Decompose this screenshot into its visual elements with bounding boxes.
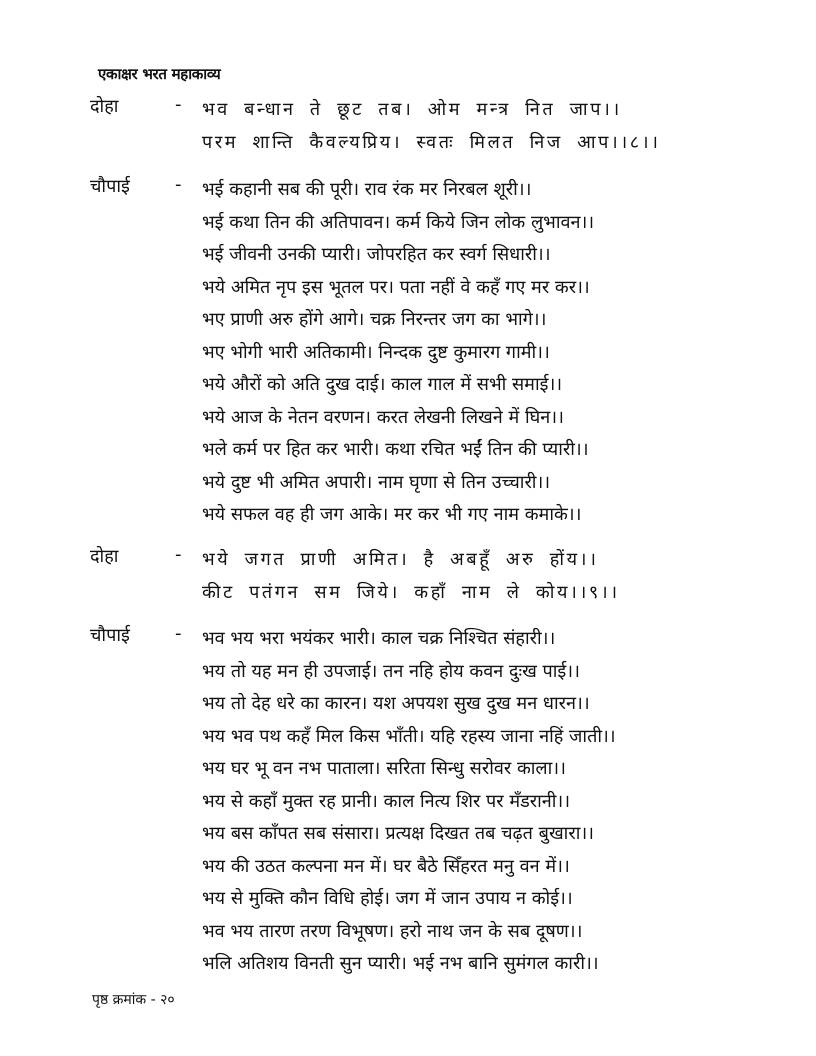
verse-line: भय भव पथ कहँ मिल किस भाँती। यहि रहस्य जाना नहिं जाती।। [202,725,616,747]
page-header-title: एकाक्षर भरत महाकाव्य [98,65,221,83]
verse-line: भय से मुक्ति कौन विधि होई। जग में जान उपाय न कोई।। [202,888,573,909]
verse-lines [202,544,620,609]
verse-line: भई कथा तिन की अतिपावन। कर्म किये जिन लोक लुभावन।। [202,211,595,233]
verse-line: भव भय भरा भयंकर भारी। काल चक्र निश्चित संहारी।। [202,628,556,649]
verse-line: कीट पतंगन सम जिये। कहाँ नाम ले कोय।।९।। [202,581,620,603]
verse-line: भए प्राणी अरु होंगे आगे। चक्र निरन्तर जग का भागे।। [202,309,547,330]
verse-line: भई जीवनी उनकी प्यारी। जोपरहित कर स्वर्ग सिधारी।। [202,244,551,265]
verse-line: भय तो यह मन ही उपजाई। तन नहि होय कवन दुःख पाई।। [202,660,580,682]
verse-type-label: चौपाई [90,176,130,197]
verse-lines [202,623,616,981]
verse-line: भये अमित नृप इस भूतल पर। पता नहीं वे कहँ गए मर कर।। [202,276,590,298]
verse-line: भये सफल वह ही जग आके। मर कर भी गए नाम कमाके।। [202,504,582,525]
page-number-footer: पृष्ठ क्रमांक - २० [92,992,175,1008]
verse-type-label: चौपाई [90,625,130,646]
verse-lines [202,94,661,159]
verse-lines [202,174,594,532]
verse-dash: - [175,174,182,195]
verse-line: भई कहानी सब की पूरी। राव रंक मर निरबल शूरी।। [202,179,532,200]
verse-line: भए भोगी भारी अतिकामी। निन्दक दुष्ट कुमारग गामी।। [202,341,550,363]
verse-line: भय तो देह धरे का कारन। यश अपयश सुख दुख मन धारन।। [202,693,590,714]
verse-line: भये दुष्ट भी अमित अपारी। नाम घृणा से तिन उच्चारी।। [202,471,551,493]
verse-line: भलि अतिशय विनती सुन प्यारी। भई नभ बानि सुमंगल कारी।। [202,953,599,974]
verse-line: भये औरों को अति दुख दाई। काल गाल में सभी समाई।। [202,374,563,395]
verse-type-label: दोहा [90,96,119,117]
verse-line: भये जगत प्राणी अमित। है अबहूँ अरु होंय।। [202,549,599,570]
verse-dash: - [175,544,182,565]
verse-type-label: दोहा [90,546,119,567]
verse-line: भय से कहाँ मुक्त रह प्रानी। काल नित्य शिर पर मँडरानी।। [202,790,571,812]
verse-dash: - [175,623,182,644]
verse-line: भय घर भू वन नभ पाताला। सरिता सिन्धु सरोवर काला।। [202,758,566,779]
verse-line: परम शान्ति कैवल्यप्रिय। स्वतः मिलत निज आप।।८।। [202,131,661,153]
verse-line: भये आज के नेतन वरणन। करत लेखनी लिखने में घिन।। [202,406,564,428]
verse-line: भय बस काँपत सब संसारा। प्रत्यक्ष दिखत तब चढ़त बुखारा।। [202,823,594,844]
verse-line: भले कर्म पर हित कर भारी। कथा रचित भईं तिन की प्यारी।। [202,439,589,460]
verse-line: भय की उठत कल्पना मन में। घर बैठे सिँहरत मनु वन में।। [202,855,570,877]
verse-line: भव बन्धान ते छूट तब। ओम मन्त्र नित जाप।। [202,99,622,120]
verse-line: भव भय तारण तरण विभूषण। हरो नाथ जन के सब दूषण।। [202,920,583,942]
verse-dash: - [175,94,182,115]
